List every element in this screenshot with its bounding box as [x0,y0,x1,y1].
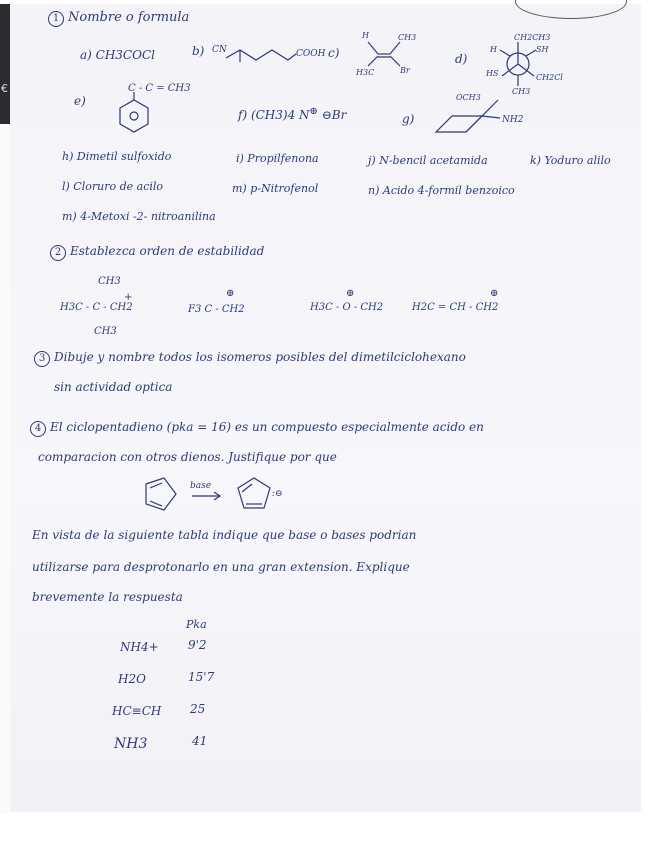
pka-row-species: H2O [118,672,146,686]
q1-item-e-structure [104,82,214,142]
handwritten-page [10,4,641,812]
pka-row-species: NH3 [114,736,148,752]
q1-d-top: CH2CH3 [514,33,551,42]
q1-heading [48,10,189,27]
q2-number: 2 [50,245,66,261]
q1-d-ch3: CH3 [512,87,531,96]
q2-sp1-top: CH3 [98,276,121,287]
q2-sp2-plus: ⊕ [226,288,235,299]
q1-title: Nombre o formula [68,10,190,25]
q1-number: 1 [48,11,64,27]
q1-item-n: n) Acido 4-formil benzoico [368,184,515,197]
q4-number: 4 [30,421,46,437]
q1-item-c-label: c) [328,46,340,60]
q2-sp3: H3C - O - CH2 [310,302,384,313]
q1-c-br: Br [400,66,410,75]
q4-text-1: El ciclopentadieno (pka = 16) es un compuesto especialmente acido en [50,420,484,434]
q1-item-b-label: b) [192,44,205,58]
edge-mark: € [1,82,8,95]
q1-e-sub: C - C = CH3 [128,83,191,94]
q1-item-j: j) N-bencil acetamida [368,154,488,167]
q1-item-c-structure [348,28,418,78]
q1-item-b-structure [212,38,326,78]
q2-heading [50,244,264,261]
q3-text-1: Dibuje y nombre todos los isomeros posibles del dimetilciclohexano [54,350,466,364]
q1-d-h: H [490,45,497,54]
q1-c-ch3: CH3 [398,33,417,42]
q1-f-charge: ⊕ [309,106,318,117]
pka-row-value: 15'7 [188,670,215,684]
q2-sp3-plus: ⊕ [346,288,355,299]
q5-line3: brevemente la respuesta [32,590,183,604]
pka-column-header: Pka [186,618,207,631]
pka-row-value: 41 [192,734,208,748]
q1-item-h: h) Dimetil sulfoxido [62,150,172,163]
q2-sp4: H2C = CH - CH2 [412,302,499,313]
q1-item-g-label: g) [402,112,415,126]
q3-number: 3 [34,351,50,367]
q1-item-o: m) 4-Metoxi -2- nitroanilina [62,210,216,223]
pka-row-species: HC≡CH [112,704,162,718]
q1-item-a: a) CH3COCl [80,48,155,62]
q2-sp4-plus: ⊕ [490,288,499,299]
q1-c-h3c: H3C [356,68,375,77]
q1-d-hs: HS [486,69,499,78]
pka-row-species: NH4+ [120,640,159,654]
q1-d-sh: SH [536,45,549,54]
q1-d-ch2cl: CH2Cl [536,73,563,82]
q1-item-i: i) Propilfenona [236,152,319,165]
q1-item-d-label: d) [455,52,468,66]
q1-c-h: H [362,31,369,40]
q5-line2: utilizarse para desprotonarlo en una gran extension. Explique [32,560,410,574]
q4-reaction-scheme [128,470,328,530]
q2-sp2: F3 C - CH2 [188,304,245,315]
q1-f-bromide: ⊖Br [321,108,347,122]
q1-f-formula: f) (CH3)4 N [238,108,310,122]
photo-left-margin [0,124,10,814]
q5-line1: En vista de la siguiente tabla indique que base o bases podrian [32,528,417,542]
corner-stamp-arc [515,0,627,19]
q1-b-cooh: COOH [296,49,326,59]
q1-item-g-structure [430,88,540,138]
pka-row-value: 9'2 [188,638,207,652]
q3-line2: sin actividad optica [54,380,173,394]
q4-line2: comparacion con otros dienos. Justifique por que [38,450,337,464]
q1-item-e-label: e) [74,94,86,108]
q1-b-cn: CN [212,45,227,55]
q1-g-och3: OCH3 [456,93,481,102]
q1-item-k: k) Yoduro alilo [530,154,611,167]
q1-g-nh2: NH2 [502,115,524,125]
q4-line1 [30,420,484,437]
q3-line1 [34,350,466,367]
q2-sp1-plus: + [124,292,133,303]
q4-base-label: base [190,481,212,491]
q2-sp1-bottom: CH3 [94,326,117,337]
q4-anion-label: :⊖ [272,489,283,499]
q2-title: Establezca orden de estabilidad [70,244,265,258]
pka-row-value: 25 [190,702,206,716]
q1-item-f [238,106,346,122]
q2-sp1-main: H3C - C - CH2 [60,302,133,313]
q1-item-m: m) p-Nitrofenol [232,182,319,195]
q1-item-l: l) Cloruro de acilo [62,180,164,193]
